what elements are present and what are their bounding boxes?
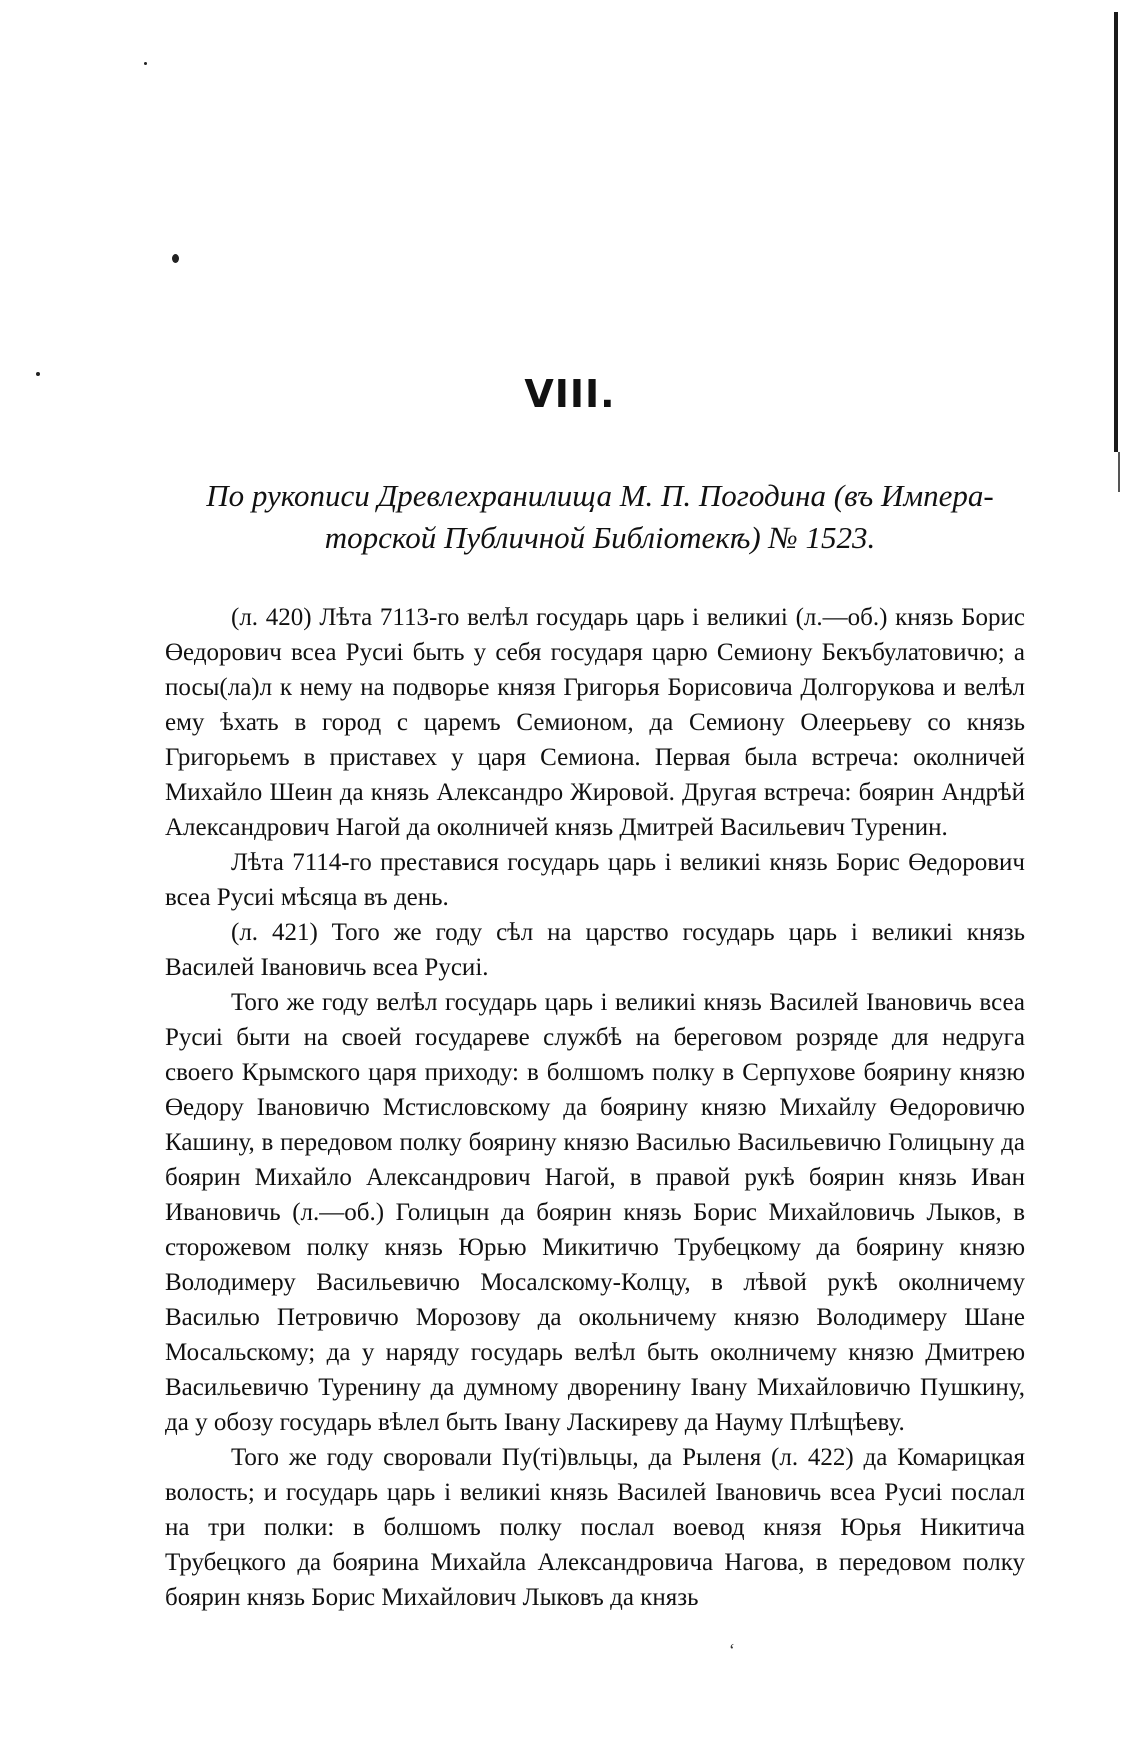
paragraph: Того же году велѣл государь царь і великиі князь Василей Івановичь всеа Русиі быти на своей государеве службѣ на береговом розряде для недруга своего Крымского царя приходу: в болшомъ полку в Серпухове боярину князю Өедору Івановичю Мстисловскому да боярину князю Михайлу Өедоровичю Кашину, в передовом полку боярину князю Василью Васильевичю Голицыну да боярин Михайло Александрович Нагой, в правой рукѣ боярин князь Иван Ивановичь (л.—об.) Голицын да боярин князь Борис Михайловичь Лыков, в сторожевом полку князь Юрью Микитичю Трубецкому да боярину князю Володимеру Васильевичю Мосалскому-Колцу, в лѣвой рукѣ околничему Василью Петровичю Морозову да окольничему князю Володимеру Шане Мосальскому; да у наряду государь велѣл быть околничему князю Дмитрею Васильевичю Туренину да думному дворенину Івану Михайловичю Пушкину, да у обозу государь вѣлел быть Івану Ласкиреву да Науму Плѣщѣеву. bbox=[165, 989, 1025, 1436]
print-speck bbox=[144, 62, 147, 65]
body-text bbox=[165, 600, 1025, 1615]
paragraph: (л. 421) Того же году сѣл на царство государь царь і великиі князь Василей Івановичь всеа Русиі. bbox=[165, 919, 1025, 981]
source-heading bbox=[160, 475, 1040, 559]
paragraph: Того же году своровали Пу(ті)вльцы, да Рыленя (л. 422) да Комарицкая волость; и государь царь і великиі князь Василей Івановичь всеа Русиі послал на три полки: в болшомъ полку послал воевод князя Юрья Никитича Трубецкого да боярина Михайла Александровича Нагова, в передовом полку боярин князь Борис Михайлович Лыковъ да князь bbox=[165, 1444, 1025, 1611]
section-number: VIII. bbox=[524, 372, 616, 416]
print-mark: ‘ bbox=[728, 1640, 734, 1660]
page-edge-line-lower bbox=[1118, 452, 1120, 492]
paragraph: Лѣта 7114-го преставися государь царь і великиі князь Борис Өедорович всеа Русиі мѣсяца въ день. bbox=[165, 849, 1025, 911]
source-heading-line-2: торской Публичной Библіотекѣ) № 1523. bbox=[324, 520, 876, 555]
source-heading-line-1: По рукописи Древлехранилища М. П. Погодина (въ Импера- bbox=[206, 478, 994, 513]
print-speck bbox=[172, 254, 179, 263]
paragraph: (л. 420) Лѣта 7113-го велѣл государь царь і великиі (л.—об.) князь Борис Өедорович всеа Русиі быть у себя государя царю Семиону Бекъбулатовичю; а посы(ла)л к нему на подворье князя Григорья Борисовича Долгорукова и велѣл ему ѣхать в город с царемъ Семионом, да Семиону Олеерьеву со князь Григорьемъ в приставех у царя Семиона. Первая была встреча: околничей Михайло Шеин да князь Александро Жировой. Другая встреча: боярин Андрѣй Александрович Нагой да околничей князь Дмитрей Васильевич Туренин. bbox=[165, 604, 1025, 841]
